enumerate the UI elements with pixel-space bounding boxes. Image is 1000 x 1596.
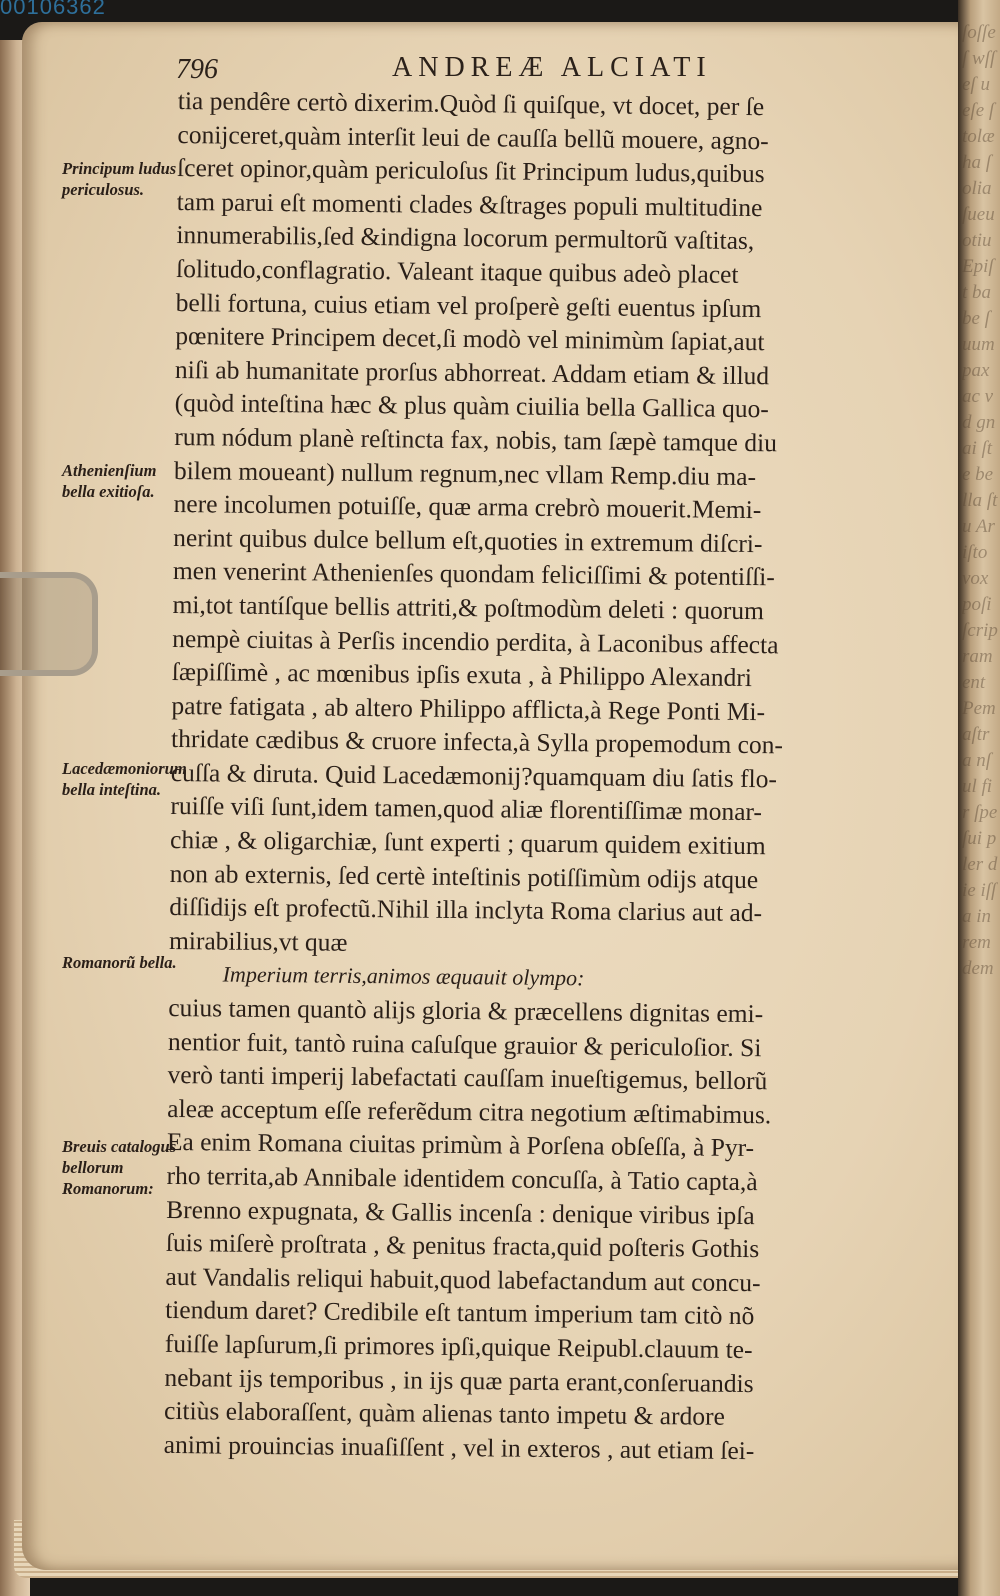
- text-line: innumerabilis,ſed &indigna locorum permultorũ vaſtitas,: [176, 220, 755, 256]
- folio-number: 796: [176, 54, 218, 85]
- running-head: ANDREÆ ALCIATI: [392, 52, 712, 83]
- text-line: nebant ijs temporibus , in ijs quæ parta erant,conſeruandis: [164, 1362, 754, 1398]
- text-line: chiæ , & oligarchiæ, ſunt experti ; quarum quidem exitium: [169, 825, 766, 861]
- text-line: Ea enim Romana ciuitas primùm à Porſena obſeſſa, à Pyr-: [166, 1127, 755, 1163]
- text-line: pœnitere Principem decet,ſi modò vel minimùm ſapiat,aut: [175, 321, 765, 357]
- text-line: non ab externis, ſed certè inteſtinis potiſſimùm odijs atque: [169, 858, 759, 894]
- text-line: men venerint Athenienſes quondam feliciſſimi & potentiſſi-: [172, 556, 775, 592]
- text-line: (quòd inteſtina hæc & plus quàm ciuilia bella Gallica quo-: [174, 388, 769, 424]
- facing-page-fragment: ſoſſeſ wſſeſ ueſe ſtolæ ha ſolia ſueu otiu Epiſt babe ſuum pax ac vd gnai ſte bella ſtu Ariſto vox poſi ſcrip ram ent Pem aſtra nſul fir ſpe ſui pler die iſſa in rem dem: [962, 22, 998, 979]
- text-line: rum nódum planè reſtincta fax, nobis, tam ſæpè tamque diu: [174, 421, 778, 458]
- text-line: belli fortuna, cuius etiam vel proſperè geſti euentus ipſum: [175, 287, 762, 323]
- text-line: conijceret,quàm interſit leui de cauſſa bellũ mouere, agno-: [177, 119, 769, 155]
- text-line: nentior fuit, tantò ruina caſuſque grauior & periculoſior. Si: [167, 1026, 762, 1062]
- text-line: nerint quibus dulce bellum eſt,quoties in extremum diſcri-: [173, 522, 763, 558]
- margin-note: Principum ludus periculosus.: [62, 159, 177, 199]
- text-line: ſceret opinor,quàm periculoſus ſit Principum ludus,quibus: [176, 153, 765, 189]
- text-line: thridate cædibus & cruore infecta,à Sylla propemodum con-: [170, 724, 784, 760]
- text-line: cuius tamen quantò alijs gloria & præcellens dignitas emi-: [168, 992, 764, 1029]
- text-line: tiendum daret? Credibile eſt tantum imperium tam citò nõ: [165, 1295, 755, 1331]
- margin-note: Breuis catalogus bellorum Romanorum:: [62, 1137, 177, 1198]
- margin-note: Lacedæmoniorum bella inteſtina.: [62, 759, 187, 799]
- text-line: nempè ciuitas à Perſis incendio perdita, à Laconibus affecta: [172, 623, 779, 659]
- text-line: mirabilius,vt quæ: [168, 925, 348, 957]
- text-line: tam parui eſt momenti clades &ſtrages populi multitudine: [176, 186, 763, 222]
- book-clasp: [0, 572, 98, 676]
- text-line: citiùs elaboraſſent, quàm alienas tanto impetu & ardore: [163, 1396, 726, 1431]
- text-line: animi prouincias inuaſiſſent , vel in exteros , aut etiam ſei-: [163, 1429, 755, 1465]
- text-line: aut Vandalis reliqui habuit,quod labefactandum aut concu-: [165, 1261, 761, 1297]
- text-line: nere incolumen potuiſſe, quæ arma crebrò mouerit.Memi-: [173, 489, 762, 525]
- text-line: Brenno expugnata, & Gallis incenſa : denique viribus ipſa: [166, 1194, 755, 1230]
- text-line: patre fatigata , ab altero Philippo afflicta,à Rege Ponti Mi-: [171, 690, 766, 726]
- text-line: verò tanti imperij labefactati cauſſam inueſtigemus, bellorũ: [167, 1060, 768, 1096]
- text-line: rho territa,ab Annibale identidem concuſſa, à Tatio capta,à: [166, 1160, 758, 1197]
- margin-note: Romanorũ bella.: [62, 953, 177, 972]
- text-line: mi,tot tantíſque bellis attriti,& poſtmodùm deleti : quorum: [172, 589, 765, 626]
- text-line: ſuis miſerè proſtrata , & penitus fracta,quid poſteris Gothis: [165, 1228, 760, 1264]
- text-line: diſſidijs eſt profectũ.Nihil illa inclyta Roma clarius aut ad-: [169, 892, 763, 928]
- text-line: ruiſſe viſi ſunt,idem tamen,quod aliæ florentiſſimæ monar-: [170, 791, 763, 827]
- text-line: aleæ acceptum eſſe referẽdum citra negotium æſtimabimus.: [167, 1093, 772, 1130]
- verse-quotation: Imperium terris,animos æquauit olympo:: [222, 961, 585, 991]
- body-text: [164, 84, 890, 1469]
- text-line: bilem moueant) nullum regnum,nec vllam Remp.diu ma-: [173, 455, 757, 491]
- text-line: ſæpiſſimè , ac mœnibus ipſis exuta , à Philippo Alexandri: [171, 657, 753, 693]
- text-line: tia pendêre certò dixerim.Quòd ſi quiſque, vt docet, per ſe: [177, 85, 765, 122]
- text-line: cuſſa & diruta. Quid Lacedæmonij?quamquam diu ſatis flo-: [170, 757, 778, 794]
- margin-note: Athenienſium bella exitioſa.: [62, 461, 157, 501]
- text-line: ſolitudo,conflagratio. Valeant itaque quibus adeò placet: [175, 253, 739, 289]
- scan-id-label: 00106362: [0, 0, 106, 19]
- text-line: niſi ab humanitate prorſus abhorreat. Addam etiam & illud: [174, 354, 770, 390]
- text-line: fuiſſe lapſurum,ſi primores ipſi,quique Reipubl.clauum te-: [164, 1328, 753, 1365]
